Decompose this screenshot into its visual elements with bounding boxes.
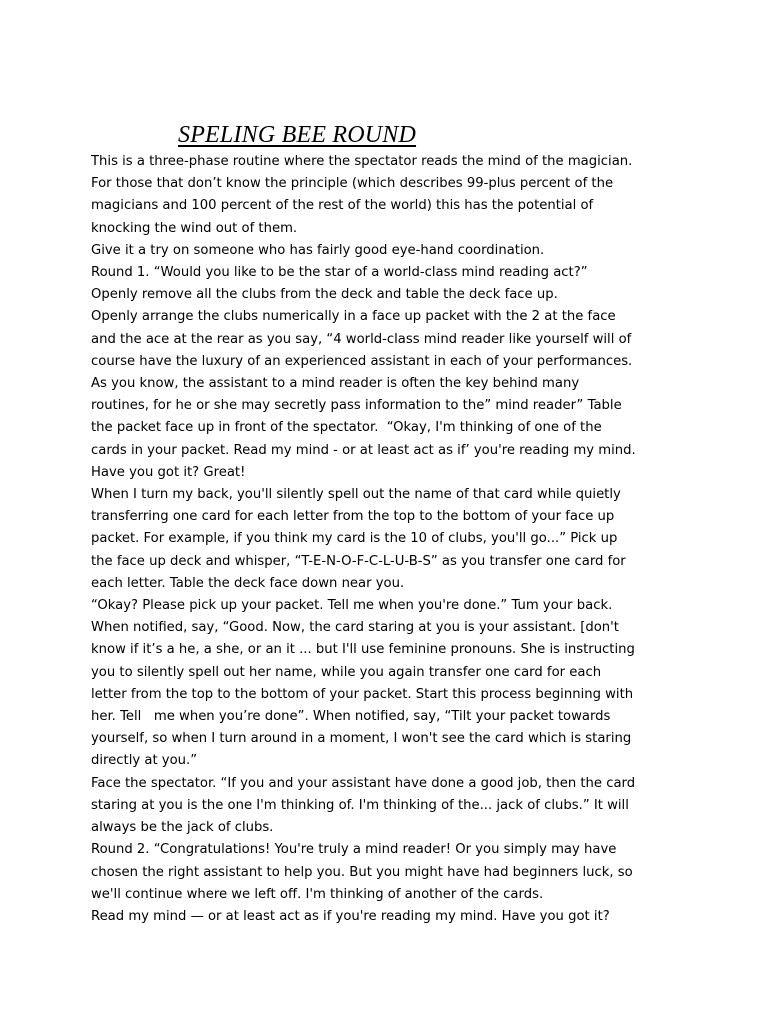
paragraph-line: When I turn my back, you'll silently spell out the name of that card while quietly [91, 487, 621, 503]
paragraph-line: staring at you is the one I'm thinking of. I'm thinking of the... jack of clubs.” It will [91, 797, 629, 813]
paragraph-line: the packet face up in front of the spectator. “Okay, I'm thinking of one of the [91, 420, 602, 436]
paragraph-line: knocking the wind out of them. [91, 220, 298, 236]
document-title: SPELING BEE ROUND [178, 122, 417, 148]
paragraph-line: packet. For example, if you think my card is the 10 of clubs, you'll go...” Pick up [91, 531, 618, 547]
paragraph-line: each letter. Table the deck face down near you. [91, 575, 405, 591]
paragraph-line: Face the spectator. “If you and your assistant have done a good job, then the card [91, 775, 636, 791]
paragraph-line: directly at you.” [91, 753, 198, 769]
paragraph-line: routines, for he or she may secretly pass information to the” mind reader” Table [91, 398, 622, 414]
paragraph-line: cards in your packet. Read my mind - or at least act as if’ you're reading my mind. [91, 442, 636, 458]
paragraph-line: This is a three-phase routine where the spectator reads the mind of the magician. [91, 154, 633, 169]
paragraph-line: Have you got it? Great! [91, 464, 246, 480]
paragraph-line: chosen the right assistant to help you. But you might have had beginners luck, so [91, 864, 633, 880]
paragraph-line: Round 1. “Would you like to be the star of a world-class mind reading act?” [91, 265, 588, 281]
paragraph-line: As you know, the assistant to a mind reader is often the key behind many [91, 376, 580, 392]
paragraph-line: For those that don’t know the principle (which describes 99-plus percent of the [91, 176, 614, 192]
paragraph-line: magicians and 100 percent of the rest of the world) this has the potential of [91, 198, 594, 214]
paragraph-line: Openly arrange the clubs numerically in a face up packet with the 2 at the face [91, 309, 616, 325]
document-body [91, 151, 691, 928]
paragraph-line: the face up deck and whisper, “T-E-N-O-F-C-L-U-B-S” as you transfer one card for [91, 553, 626, 569]
paragraph-line: Round 2. “Congratulations! You're truly a mind reader! Or you simply may have [91, 842, 617, 858]
paragraph-line: her. Tell me when you’re done”. When notified, say, “Tilt your packet towards [91, 709, 611, 725]
paragraph-line: When notified, say, “Good. Now, the card staring at you is your assistant. [don't [91, 620, 619, 636]
paragraph-line: Read my mind — or at least act as if you're reading my mind. Have you got it? [91, 908, 610, 924]
paragraph-line: always be the jack of clubs. [91, 820, 274, 836]
paragraph-line: Give it a try on someone who has fairly good eye-hand coordination. [91, 242, 545, 258]
paragraph-line: course have the luxury of an experienced assistant in each of your performances. [91, 353, 633, 369]
paragraph-line: know if it’s a he, a she, or an it ... but I'll use feminine pronouns. She is instructing [91, 642, 635, 658]
paragraph-line: transferring one card for each letter from the top to the bottom of your face up [91, 509, 615, 525]
paragraph-line: you to silently spell out her name, while you again transfer one card for each [91, 664, 602, 680]
paragraph-line: yourself, so when I turn around in a moment, I won't see the card which is staring [91, 731, 632, 747]
paragraph-line: and the ace at the rear as you say, “4 world-class mind reader like yourself will of [91, 331, 632, 347]
paragraph-line: “Okay? Please pick up your packet. Tell me when you're done.” Tum your back. [91, 598, 613, 614]
paragraph-line: letter from the top to the bottom of your packet. Start this process beginning with [91, 686, 634, 702]
paragraph-line: we'll continue where we left off. I'm thinking of another of the cards. [91, 886, 544, 902]
paragraph-line: Openly remove all the clubs from the deck and table the deck face up. [91, 287, 558, 303]
